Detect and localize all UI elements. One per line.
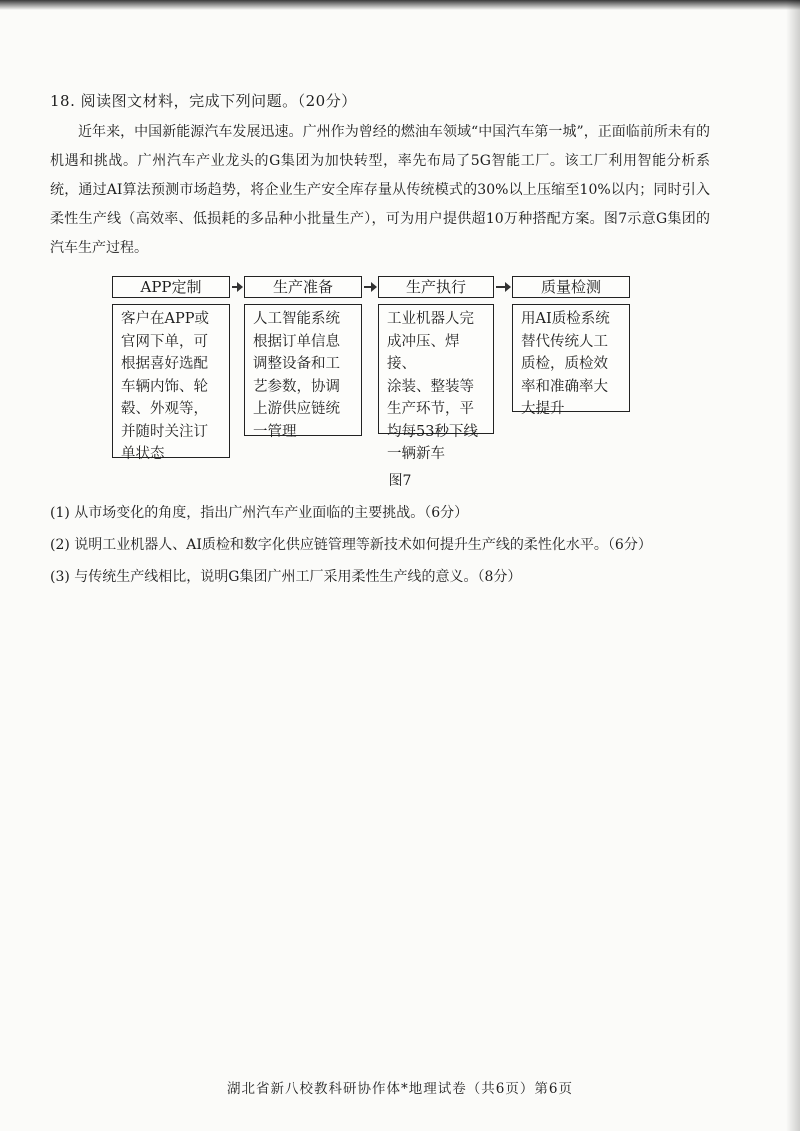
subquestion-2: (2) 说明工业机器人、AI质检和数字化供应链管理等新技术如何提升生产线的柔性化水平。（6分） <box>50 537 652 553</box>
step-head-preparation: 生产准备 <box>244 276 362 298</box>
arrow-1 <box>232 286 242 288</box>
step-head-execution: 生产执行 <box>378 276 494 298</box>
step-body-preparation: 人工智能系统 根据订单信息 调整设备和工 艺参数，协调 上游供应链统 一管理 <box>244 304 362 436</box>
subquestion-3: (3) 与传统生产线相比，说明G集团广州工厂采用柔性生产线的意义。（8分） <box>50 569 522 585</box>
arrow-2 <box>364 286 376 288</box>
subquestion-1: (1) 从市场变化的角度，指出广州汽车产业面临的主要挑战。（6分） <box>50 505 469 521</box>
scan-shadow-top <box>0 0 800 10</box>
step-head-quality: 质量检测 <box>512 276 630 298</box>
scan-shadow-right <box>786 0 800 1131</box>
step-body-app-custom: 客户在APP或 官网下单，可 根据喜好选配 车辆内饰、轮 毂、外观等， 并随时关注订 单状态 <box>112 304 230 458</box>
material-paragraph: 近年来，中国新能源汽车发展迅速。广州作为曾经的燃油车领域“中国汽车第一城”，正面临前所未有的机遇和挑战。广州汽车产业龙头的G集团为加快转型，率先布局了5G智能工厂。该工厂利用智能分析系统，通过AI算法预测市场趋势，将企业生产安全库存量从传统模式的30%以上压缩至10%以内；同时引入柔性生产线（高效率、低损耗的多品种小批量生产），可为用户提供超10万种搭配方案。图7示意G集团的汽车生产过程。 <box>50 124 710 256</box>
arrow-3 <box>496 286 510 288</box>
step-body-execution: 工业机器人完 成冲压、焊接、 涂装、整装等 生产环节，平 均每53秒下线 一辆新车 <box>378 304 494 434</box>
page-footer: 湖北省新八校教科研协作体*地理试卷（共6页）第6页 <box>227 1081 573 1097</box>
production-flow-diagram <box>112 276 632 462</box>
step-head-app-custom: APP定制 <box>112 276 230 298</box>
question-title: 18. 阅读图文材料，完成下列问题。（20分） <box>50 92 357 110</box>
step-body-quality: 用AI质检系统 替代传统人工 质检，质检效 率和准确率大 大提升 <box>512 304 630 412</box>
material-passage <box>50 118 710 263</box>
figure-caption: 图7 <box>388 473 412 489</box>
